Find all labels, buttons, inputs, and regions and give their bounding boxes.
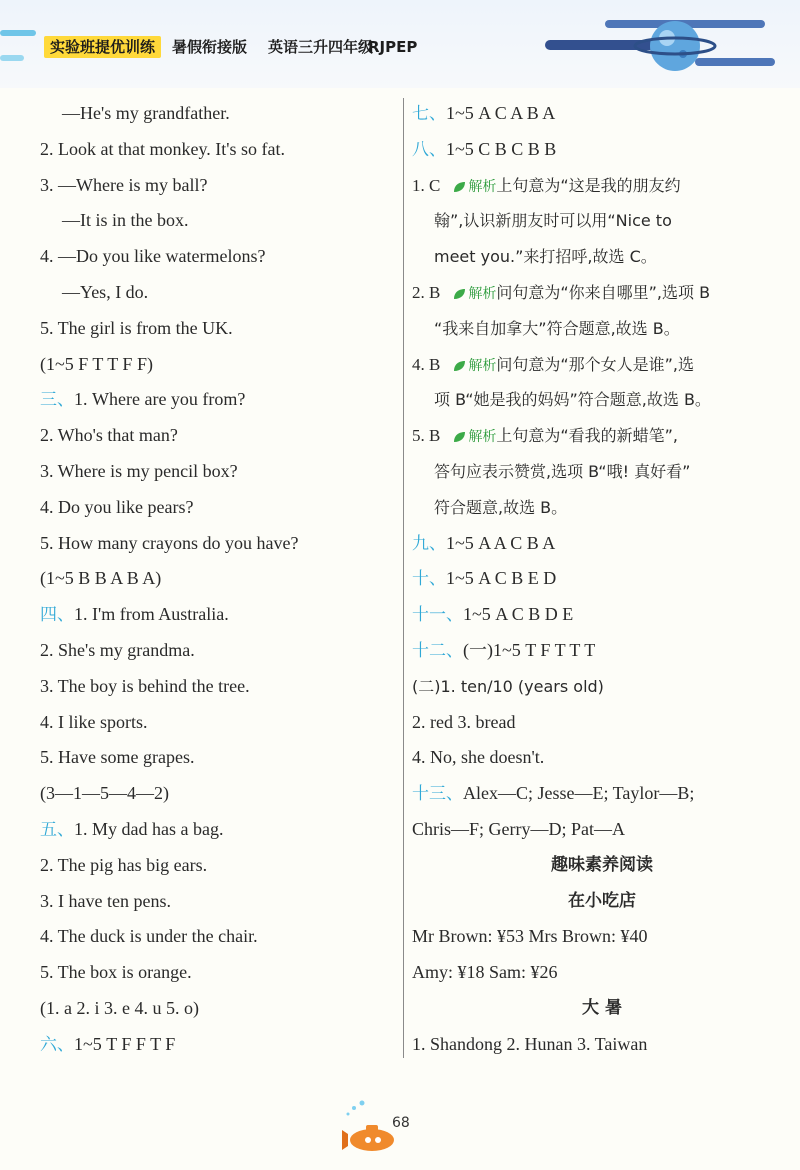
section-line (40, 812, 395, 848)
answer-line: 3. —Where is my ball? (40, 174, 208, 195)
section-line (40, 382, 395, 418)
section-line (412, 776, 792, 812)
answer-line: 5. How many crayons do you have? (40, 532, 299, 553)
answer-line: 4. No, she doesn't. (412, 747, 545, 768)
answer-line: 2. She's my grandma. (40, 639, 195, 660)
section-line (412, 96, 792, 132)
answer-line: Amy: ¥18 Sam: ¥26 (412, 962, 558, 983)
section-number: 十二、 (412, 640, 463, 661)
section-number: 八、 (412, 139, 446, 160)
edition-label: 暑假衔接版 (172, 38, 248, 56)
leaf-icon (452, 180, 466, 194)
right-column (412, 96, 792, 1063)
planet-decoration-icon (545, 10, 785, 80)
answer-line: (3—1—5—4—2) (40, 783, 169, 804)
section-number: 四、 (40, 605, 74, 626)
answer-text: 1~5 A C B E D (446, 568, 557, 589)
reading-title: 在小吃店 (568, 890, 636, 911)
answer-line: 3. Where is my pencil box? (40, 460, 238, 481)
section-line (40, 1027, 395, 1063)
answer-line: 5. The girl is from the UK. (40, 317, 233, 338)
answer-line: 项 B“她是我的妈妈”符合题意,故选 B。 (434, 390, 711, 410)
answer-text: 1. Where are you from? (74, 389, 246, 410)
answer-line: (1~5 B B A B A) (40, 568, 162, 589)
answer-line: meet you.”来打招呼,故选 C。 (434, 247, 657, 267)
answer-text: Alex—C; Jesse—E; Taylor—B; (463, 783, 695, 804)
explanation-line (412, 418, 792, 454)
answer-line: (二)1. ten/10 (years old) (412, 676, 604, 696)
answer-line: 4. —Do you like watermelons? (40, 246, 266, 267)
answer-number: 5. B (412, 426, 441, 446)
edition-code: RJPEP (368, 38, 418, 56)
section-number: 三、 (40, 390, 74, 411)
answer-line: —It is in the box. (62, 210, 189, 231)
page-number: 68 (392, 1115, 410, 1131)
leaf-icon (452, 359, 466, 373)
answer-line: 5. Have some grapes. (40, 747, 195, 768)
answer-text: 1~5 A C B D E (463, 604, 574, 625)
section-number: 十、 (412, 569, 446, 590)
left-column (40, 96, 395, 1063)
answer-line: 2. Look at that monkey. It's so fat. (40, 138, 286, 159)
leaf-icon (452, 430, 466, 444)
answer-text: (一)1~5 T F T T T (463, 639, 596, 660)
answer-text: 1~5 A C A B A (446, 103, 556, 123)
explanation-text: 上句意为“看我的新蜡笔”, (496, 426, 679, 446)
header-stripe (0, 55, 24, 61)
subject-label: 英语三升四年级 (268, 38, 374, 56)
explanation-line (412, 168, 792, 204)
section-line (412, 526, 792, 562)
answer-text: 1. My dad has a bag. (74, 818, 224, 839)
answer-line: 5. The box is orange. (40, 962, 192, 983)
answer-text: 1~5 T F F T F (74, 1033, 176, 1054)
answer-line: 4. The duck is under the chair. (40, 926, 258, 947)
analysis-tag (452, 358, 496, 374)
analysis-label: 解析 (468, 357, 497, 374)
answer-line: Chris—F; Gerry—D; Pat—A (412, 818, 625, 839)
section-number: 七、 (412, 104, 446, 124)
section-line (412, 597, 792, 633)
section-line (412, 561, 792, 597)
analysis-tag (452, 429, 496, 445)
section-number: 十一、 (412, 605, 463, 626)
answer-line: 符合题意,故选 B。 (434, 497, 568, 517)
leaf-icon (452, 287, 466, 301)
answer-line: 4. I like sports. (40, 711, 148, 732)
answer-line: 1. Shandong 2. Hunan 3. Taiwan (412, 1033, 648, 1054)
analysis-label: 解析 (468, 429, 497, 446)
header-stripe (0, 30, 36, 36)
answer-line: (1. a 2. i 3. e 4. u 5. o) (40, 997, 199, 1018)
reading-title: 趣味素养阅读 (551, 854, 653, 875)
answer-line: —He's my grandfather. (62, 103, 230, 123)
explanation-line (412, 347, 792, 383)
answer-line: Mr Brown: ¥53 Mrs Brown: ¥40 (412, 926, 648, 947)
explanation-line (412, 275, 792, 311)
answer-line: 4. Do you like pears? (40, 496, 194, 517)
analysis-tag (452, 179, 496, 195)
section-line (412, 132, 792, 168)
section-number: 十三、 (412, 784, 463, 805)
page-header (0, 0, 800, 88)
section-number: 五、 (40, 819, 74, 840)
explanation-text: 上句意为“这是我的朋友约 (496, 175, 681, 195)
section-number: 九、 (412, 533, 446, 554)
explanation-text: 问句意为“你来自哪里”,选项 B (496, 282, 711, 302)
section-line (40, 597, 395, 633)
answer-number: 1. C (412, 175, 441, 195)
answer-line: 2. Who's that man? (40, 425, 178, 446)
answer-number: 4. B (412, 354, 441, 374)
answer-number: 2. B (412, 282, 441, 302)
answer-line: 2. The pig has big ears. (40, 854, 208, 875)
answer-line: 翰”,认识新朋友时可以用“Nice to (434, 211, 672, 231)
section-number: 六、 (40, 1034, 74, 1055)
answer-text: 1. I'm from Australia. (74, 604, 229, 625)
section-line (412, 633, 792, 669)
answer-text: 1~5 A A C B A (446, 532, 556, 553)
explanation-text: 问句意为“那个女人是谁”,选 (496, 354, 695, 374)
answer-line: 3. I have ten pens. (40, 890, 171, 911)
answer-line: —Yes, I do. (62, 281, 149, 302)
analysis-label: 解析 (468, 285, 497, 302)
answer-line: 3. The boy is behind the tree. (40, 675, 250, 696)
analysis-tag (452, 286, 496, 302)
answer-line: “我来自加拿大”符合题意,故选 B。 (434, 318, 680, 338)
column-divider (403, 98, 404, 1058)
answer-text: 1~5 C B C B B (446, 138, 557, 159)
reading-title: 大 暑 (582, 997, 622, 1018)
answer-line: 答句应表示赞赏,选项 B“哦! 真好看” (434, 461, 691, 481)
answer-line: 2. red 3. bread (412, 711, 516, 732)
analysis-label: 解析 (468, 178, 497, 195)
answer-line: (1~5 F T T F F) (40, 353, 153, 374)
series-brand: 实验班提优训练 (44, 36, 161, 58)
